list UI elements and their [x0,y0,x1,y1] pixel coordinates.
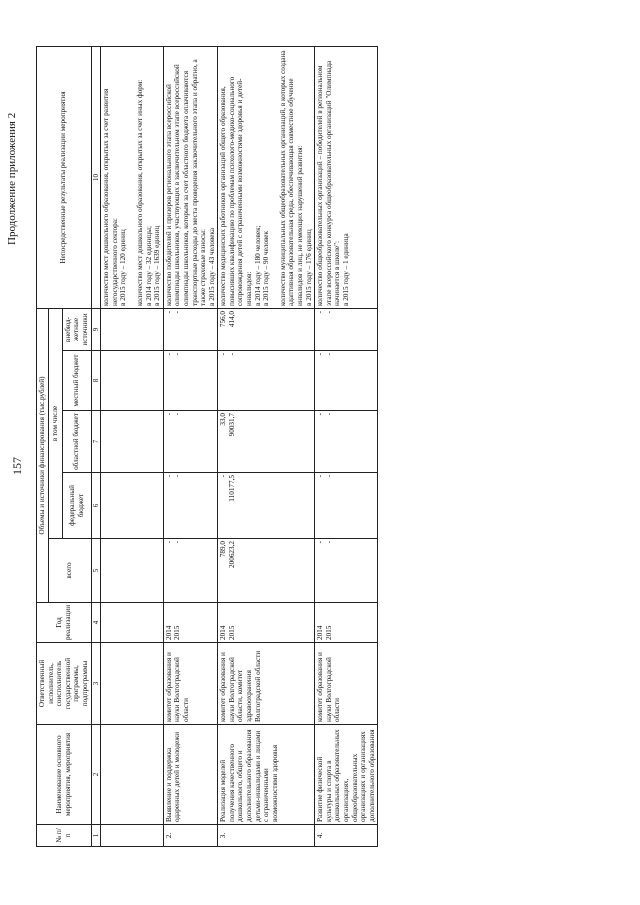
table-row [163,46,218,846]
federal-value: - [324,475,333,478]
federal-value: - [164,475,173,478]
cell-years [163,603,218,643]
regional-value: - [316,413,325,416]
table-body [101,46,378,846]
column-number: 2 [91,725,101,825]
header-total: всего [48,539,91,603]
result-line [128,49,136,306]
cell-responsible: комитет образования и науки Волгоградской области [163,643,218,725]
cell-local [218,351,315,411]
total-value: - [173,541,182,544]
column-number: 8 [91,351,101,411]
cell-local [163,351,218,411]
result-line: в 2015 году – 43 человека [207,227,216,306]
year-value: 2015 [173,625,182,640]
column-number: 1 [91,825,101,847]
total-value: - [324,541,333,544]
cell-responsible: комитет образования и науки Волгоградской области, комитет здравоохранения Волгоградской области [218,643,315,725]
cell-results [218,46,315,308]
cell-total [315,539,378,603]
result-line: в 2015 году – 90 человек [262,231,271,306]
result-line: в 2015 году – 120 единиц [119,229,128,306]
header-results: Непосредственные результаты реализации мероприятия [37,46,92,308]
result-line: количество мест дошкольного образования, открытых за счет иных форм: [135,79,144,306]
page-number: 157 [10,457,24,475]
cell-years [218,603,315,643]
header-federal: федеральный бюджет [62,473,91,539]
cell-no [101,825,164,847]
federal-value: - [219,475,228,478]
cell-federal [218,473,315,539]
header-regional: областной бюджет [62,411,91,473]
cell-responsible: комитет образования и науки Волгоградской области [315,643,378,725]
result-line: в 2015 году – 1 единица [342,233,350,306]
continuation-caption: Продолжение приложения 2 [6,112,18,245]
year-value: 2015 [324,625,333,640]
cell-results [101,46,164,308]
offbudget-value: - [164,310,173,314]
result-line [271,49,279,306]
cell-offbudget [101,308,164,350]
regional-value: - [324,413,333,416]
total-value: 789,0 [219,541,228,558]
federal-value: - [173,475,182,478]
result-line: количество мест дошкольного образования, открытых за счет развития негосударственного сектора: [102,88,119,306]
result-line: в 2015 году – 176 единиц [304,229,313,306]
cell-total [218,539,315,603]
cell-offbudget [163,308,218,350]
cell-name: Реализация моделей получения качественного дошкольного, общего и дополнительного образования детьми-инвалидами и лицами с ограниченными возможностями здоровья [218,725,315,825]
local-value: - [316,353,325,356]
offbudget-value: - [173,310,182,314]
header-local: местный бюджет [62,351,91,411]
cell-offbudget [315,308,378,350]
cell-responsible [101,643,164,725]
cell-no: 3. [218,825,315,847]
offbudget-value: - [324,310,333,314]
measures-table [36,46,378,847]
header-in-that: в том числе [48,308,62,538]
result-line: в 2015 году – 1639 единиц [153,225,162,306]
result-line: количество общеобразовательных организаций – победителей в региональном этапе всероссийского конкурса общеобразовательных организаций "Олимпиада начинается в школе": [316,60,342,306]
table-row [315,46,378,846]
result-line: в 2014 году – 32 единицы; [144,226,153,306]
column-number: 5 [91,539,101,603]
total-value: - [316,541,325,544]
cell-name: Выявление и поддержка одаренных детей и молодежи [163,725,218,825]
year-value: 2014 [316,625,325,640]
result-line: количество медицинских работников организаций общего образования, повысивших квалификацию по проблемам психолого-медико-социального сопровождения детей с ограниченными возможностями здоровья и детей-инвалидов: [219,76,254,306]
column-number: 3 [91,643,101,725]
local-value: - [219,353,228,356]
cell-federal [101,473,164,539]
cell-local [101,351,164,411]
cell-regional [163,411,218,473]
federal-value: 110177,5 [227,475,236,502]
header-no: № п/п [37,825,92,847]
offbudget-value: - [316,310,325,314]
year-value: 2014 [219,625,228,640]
cell-years [101,603,164,643]
regional-value: 90031,7 [227,413,236,437]
column-number: 9 [91,308,101,350]
header-responsible: Ответственный исполнитель, соисполнитель государственной программы, подпрограммы [37,643,92,725]
cell-name: Развитие физической культуры и спорта в дошкольных образовательных организациях, общеобразовательных организациях и организациях дополнительного образования [315,725,378,825]
cell-local [315,351,378,411]
local-value: - [324,353,333,356]
regional-value: - [164,413,173,416]
local-value: - [227,353,236,356]
cell-offbudget [218,308,315,350]
cell-total [163,539,218,603]
offbudget-value: 414,0 [227,310,236,328]
cell-regional [218,411,315,473]
cell-regional [101,411,164,473]
cell-total [101,539,164,603]
year-value: 2015 [227,625,236,640]
column-number: 10 [91,46,101,308]
cell-no: 4. [315,825,378,847]
header-funding: Объемы и источники финансирования (тыс.рублей) [37,308,49,602]
year-value: 2014 [164,625,173,640]
regional-value: - [173,413,182,416]
table-row [218,46,315,846]
result-line: количество победителей и призеров регионального этапа всероссийской олимпиады школьников, участвующих в заключительном этапе всероссийской олимпиады школьников, которым за счет областного бюджета оплачиваются транспортные расходы до места проведения заключительного этапа и обратно, а также страховые взносы: [164,59,208,306]
result-line: количество муниципальных общеобразовательных организаций, в которых создана адаптивная образовательная среда, обеспечивающая совместное обучение инвалидов и лиц, не имеющих нарушений развития: [278,50,305,306]
header-name: Наименование основного мероприятия, мероприятия [37,725,92,825]
cell-federal [163,473,218,539]
cell-years [315,603,378,643]
federal-value: - [316,475,325,478]
column-number: 4 [91,603,101,643]
total-value: 200623,2 [227,541,236,568]
column-number: 7 [91,411,101,473]
result-line: в 2014 году – 180 человек; [253,225,262,306]
cell-no: 2. [163,825,218,847]
cell-results [163,46,218,308]
regional-value: 33,0 [219,413,228,426]
header-offbudget: внебюд-жетные источники [62,308,91,350]
column-number-row [91,46,101,846]
header-year: Год реализации [37,603,92,643]
cell-federal [315,473,378,539]
cell-regional [315,411,378,473]
table-row [101,46,164,846]
cell-results [315,46,378,308]
cell-name [101,725,164,825]
offbudget-value: 756,0 [219,310,228,328]
column-number: 6 [91,473,101,539]
local-value: - [164,353,173,356]
local-value: - [173,353,182,356]
total-value: - [164,541,173,544]
